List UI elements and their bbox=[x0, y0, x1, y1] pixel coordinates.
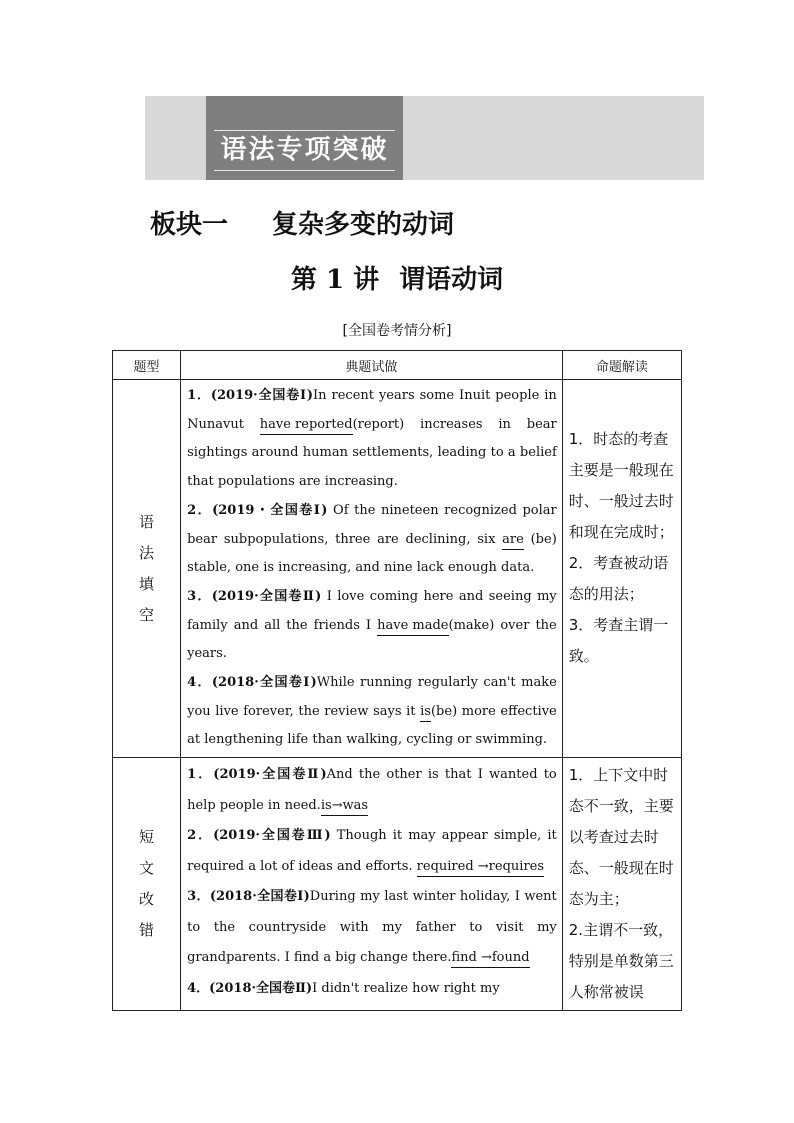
item-text: (make) over the years. bbox=[187, 617, 557, 662]
type-char: 填 bbox=[139, 574, 155, 593]
item-answer: have made bbox=[377, 617, 448, 636]
type-char: 改 bbox=[139, 890, 155, 909]
analysis-point: 3．考查主谓一致。 bbox=[568, 616, 669, 665]
item-number: 1． bbox=[187, 388, 211, 403]
item-answer: required →requires bbox=[417, 858, 544, 877]
item-source: (2018·全国卷Ⅱ) bbox=[209, 980, 313, 996]
analysis-point: 1．时态的考查主要是一般现在时、一般过去时和现在完成时； bbox=[568, 430, 674, 541]
module-title: 复杂多变的动词 bbox=[272, 210, 455, 240]
module-label: 板块一 bbox=[150, 210, 229, 240]
type-char: 短 bbox=[139, 828, 155, 847]
item-text: In recent years some Inuit people in Nunavut bbox=[187, 388, 557, 432]
item-text: (report) increases in bear sightings around human settlements, leading to a belief that populations are increasing. bbox=[187, 416, 557, 490]
header-analysis: 命题解读 bbox=[562, 351, 681, 380]
item-source: (2018·全国卷Ⅰ) bbox=[211, 675, 317, 691]
item-text: I didn't realize how right my bbox=[312, 980, 500, 996]
item-number: 2． bbox=[187, 828, 214, 844]
item-source: (2019·全国卷Ⅰ) bbox=[210, 388, 314, 403]
item-number: 3． bbox=[187, 588, 212, 604]
example-items-cell bbox=[181, 758, 563, 1011]
item-number: 4． bbox=[187, 980, 210, 996]
exam-analysis-table bbox=[112, 350, 682, 1011]
question-type-cell bbox=[113, 380, 181, 758]
lecture-label: 第 1 讲 bbox=[290, 265, 380, 295]
item-answer: is→was bbox=[321, 797, 368, 816]
list-item bbox=[187, 821, 557, 882]
analysis-point: 1．上下文中时态不一致，主要以考查过去时态、一般现在时态为主； bbox=[568, 766, 674, 909]
list-item bbox=[187, 760, 557, 821]
item-source: (2019·全国卷Ⅱ) bbox=[213, 767, 327, 783]
item-number: 2． bbox=[187, 502, 213, 518]
item-answer: are bbox=[502, 531, 524, 550]
module-heading bbox=[150, 203, 454, 247]
item-text: (be) stable, one is increasing, and nine lack enough data. bbox=[187, 531, 557, 576]
list-item bbox=[187, 669, 557, 755]
analysis-cell bbox=[562, 380, 681, 758]
example-items-cell bbox=[181, 380, 563, 758]
list-item bbox=[187, 497, 557, 583]
item-source: (2019·全国卷Ⅲ) bbox=[213, 828, 331, 844]
item-text: And the other is that I wanted to help people in need. bbox=[187, 767, 557, 813]
analysis-point: 2．考查被动语态的用法； bbox=[568, 554, 669, 603]
question-type-cell bbox=[113, 758, 181, 1011]
item-text: (be) more effective at lengthening life than walking, cycling or swimming. bbox=[187, 703, 557, 748]
item-source: (2019・全国卷Ⅰ) bbox=[212, 502, 328, 518]
item-number: 1． bbox=[187, 767, 214, 783]
list-item bbox=[187, 974, 557, 1005]
item-text: During my last winter holiday, I went to the countryside with my father to visit my grandparents. I find a big change there. bbox=[187, 889, 557, 966]
analysis-cell bbox=[562, 758, 681, 1011]
item-number: 3． bbox=[187, 889, 210, 905]
analysis-point: 2.主谓不一致，特别是单数第三人称常被误 bbox=[568, 921, 674, 1002]
type-char: 文 bbox=[139, 859, 155, 878]
lecture-heading bbox=[0, 258, 794, 302]
list-item bbox=[187, 583, 557, 669]
item-answer: find →found bbox=[451, 949, 529, 968]
type-char: 法 bbox=[139, 543, 155, 562]
banner-rule-bottom bbox=[214, 170, 395, 171]
list-item bbox=[187, 882, 557, 974]
table-row bbox=[113, 758, 682, 1011]
item-text: While running regularly can't make you live forever, the review says it bbox=[187, 675, 557, 719]
table-row bbox=[113, 380, 682, 758]
lecture-title: 谓语动词 bbox=[399, 265, 504, 295]
item-text: I love coming here and seeing my family and all the friends I bbox=[187, 588, 557, 633]
table-caption: [全国卷考情分析] bbox=[342, 323, 452, 339]
list-item bbox=[187, 382, 557, 497]
type-char: 语 bbox=[139, 512, 155, 531]
header-examples: 典题试做 bbox=[181, 351, 563, 380]
item-source: (2018·全国卷Ⅰ) bbox=[209, 889, 310, 905]
item-number: 4． bbox=[187, 675, 212, 691]
item-text: Though it may appear simple, it required a lot of ideas and efforts. bbox=[187, 828, 557, 874]
item-source: (2019·全国卷Ⅱ) bbox=[211, 588, 322, 604]
item-answer: is bbox=[420, 703, 431, 722]
table-header-row bbox=[113, 351, 682, 380]
item-text: Of the nineteen recognized polar bear subpopulations, three are declining, six bbox=[187, 502, 557, 547]
header-type: 题型 bbox=[113, 351, 181, 380]
type-char: 空 bbox=[139, 605, 155, 624]
item-answer: have reported bbox=[260, 416, 353, 435]
banner-title: 语法专项突破 bbox=[220, 135, 389, 165]
type-char: 错 bbox=[139, 921, 155, 940]
